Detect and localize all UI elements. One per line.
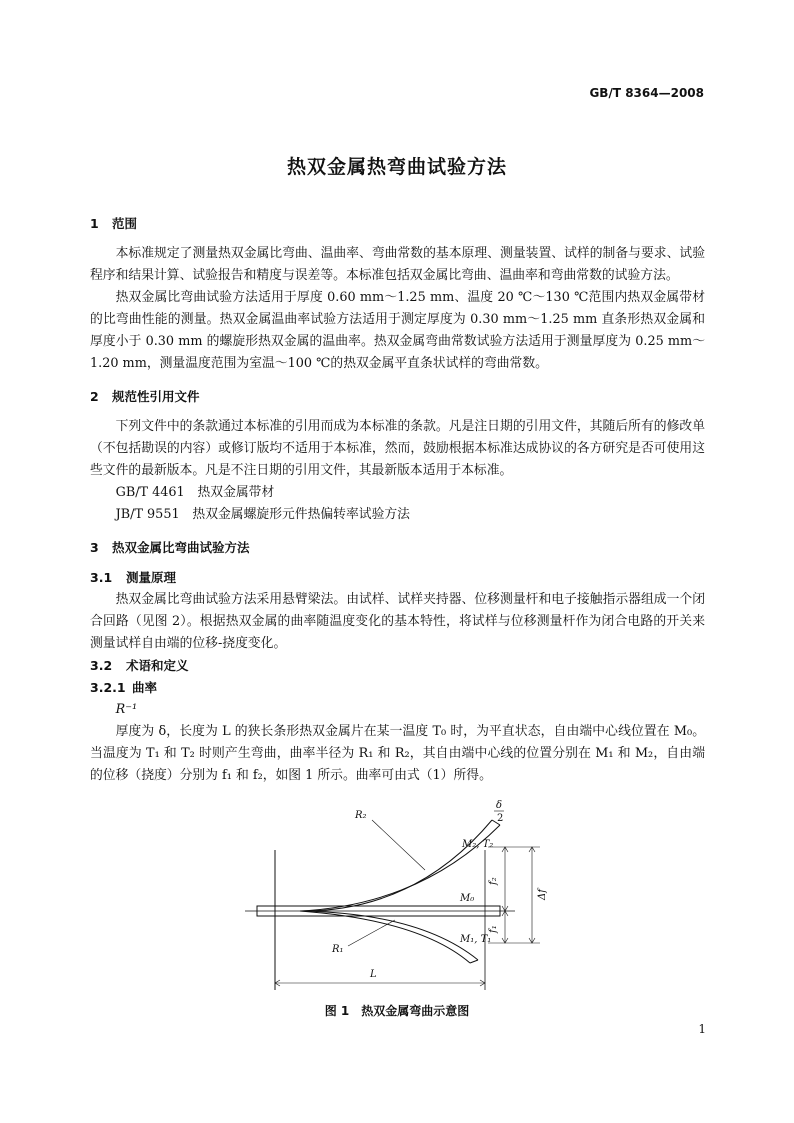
section-3-1-paragraph: 热双金属比弯曲试验方法采用悬臂梁法。由试样、试样夹持器、位移测量杆和电子接触指示器组成一个闭合回路（见图 2）。根据热双金属的曲率随温度变化的基本特性，将试样与位移测量杆作为闭合电路的开关来测量试样自由端的位移-挠度变化。	[90, 592, 705, 651]
label-r1: R₁	[332, 944, 344, 955]
reference-jbt-9551: JB/T 9551 热双金属螺旋形元件热偏转率试验方法	[115, 507, 410, 522]
label-m2-t2: M₂, T₂	[462, 839, 494, 850]
label-delta-f: Δf	[537, 889, 548, 900]
section-1-heading: 1 范围	[90, 216, 138, 231]
section-3-2-heading: 3.2 术语和定义	[90, 658, 189, 673]
figure-1-bending-diagram	[220, 800, 580, 1000]
section-1-paragraph-2: 热双金属比弯曲试验方法适用于厚度 0.60 mm～1.25 mm、温度 20 ℃～130 ℃范围内热双金属带材的比弯曲性能的测量。热双金属温曲率试验方法适用于测定厚度为 0.30 mm～1.25 mm 直条形热双金属和厚度小于 0.30 mm 的螺旋形热双金属的温曲率。热双金属弯曲常数试验方法适用于测量厚度为 0.25 mm～1.20 mm，测量温度范围为室温～100 ℃的热双金属平直条状试样的弯曲常数。	[90, 290, 705, 371]
reference-gbt-4461: GB/T 4461 热双金属带材	[115, 485, 275, 500]
page-title: 热双金属热弯曲试验方法	[286, 156, 507, 178]
section-3-2-1-paragraph: 厚度为 δ，长度为 L 的狭长条形热双金属片在某一温度 T₀ 时，为平直状态，自由端中心线位置在 M₀。当温度为 T₁ 和 T₂ 时则产生弯曲，曲率半径为 R₁ 和 R₂，其自由端中心线的位置分别在 M₁ 和 M₂，自由端的位移（挠度）分别为 f₁ 和 f₂，如图 1 所示。曲率可由式（1）所得。	[90, 724, 705, 783]
label-f1: f₁	[488, 925, 499, 933]
label-m1-t1: M₁, T₁	[460, 934, 492, 945]
label-delta: δ	[496, 800, 503, 811]
bent-strip-down-inner	[300, 911, 470, 963]
section-2-paragraph-1: 下列文件中的条款通过本标准的引用而成为本标准的条款。凡是注日期的引用文件，其随后所有的修改单（不包括勘误的内容）或修订版均不适用于本标准，然而，鼓励根据本标准达成协议的各方研究是否可使用这些文件的最新版本。凡是不注日期的引用文件，其最新版本适用于本标准。	[90, 419, 705, 478]
curvature-symbol: R⁻¹	[115, 702, 138, 717]
section-3-1-heading: 3.1 测量原理	[90, 570, 177, 585]
label-f2: f₂	[488, 877, 499, 885]
bent-strip-down-outer	[300, 911, 478, 960]
label-delta-denominator: 2	[497, 813, 504, 824]
section-3-2-1-heading: 3.2.1 曲率	[90, 680, 158, 695]
page-number: 1	[698, 1022, 706, 1036]
label-m0: M₀	[460, 893, 475, 904]
section-1-paragraph-1: 本标准规定了测量热双金属比弯曲、温曲率、弯曲常数的基本原理、测量装置、试样的制备与要求、试验程序和结果计算、试验报告和精度与误差等。本标准包括双金属比弯曲、温曲率和弯曲常数的试验方法。	[90, 246, 705, 283]
section-3-heading: 3 热双金属比弯曲试验方法	[90, 540, 250, 555]
label-r2: R₂	[355, 810, 367, 821]
section-2-heading: 2 规范性引用文件	[90, 389, 200, 404]
standard-number: GB/T 8364—2008	[589, 86, 704, 100]
document-body	[90, 210, 705, 787]
label-length: L	[370, 969, 377, 980]
figure-1-caption: 图 1 热双金属弯曲示意图	[324, 1004, 470, 1018]
